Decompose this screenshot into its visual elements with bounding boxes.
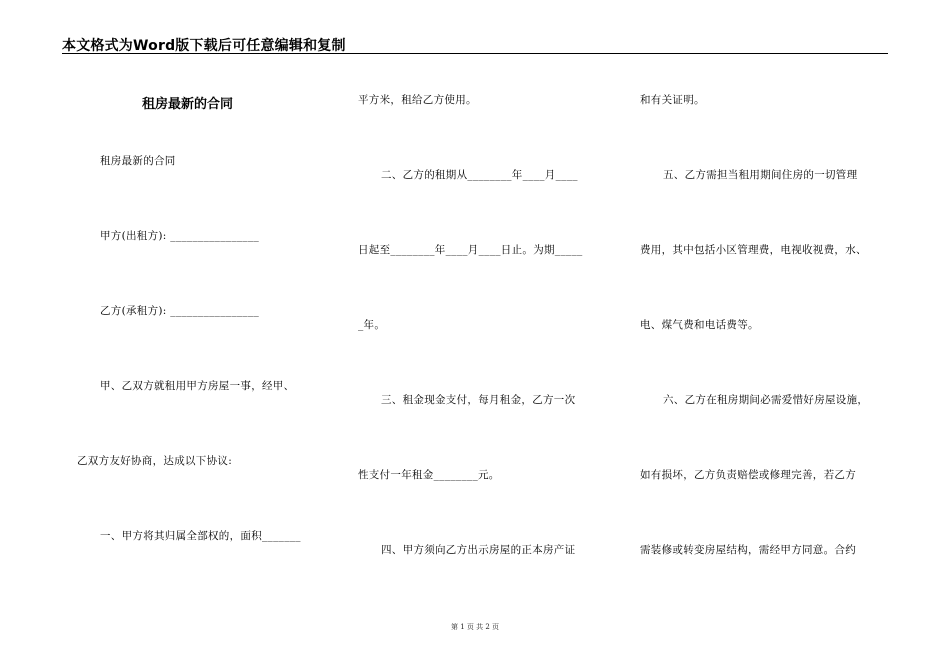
paragraph-line: 一、甲方将其归属全部权的，面积_______ bbox=[100, 530, 301, 542]
paragraph-line: 二、乙方的租期从________年____月____ bbox=[381, 169, 578, 181]
paragraph-line: 三、租金现金支付，每月租金，乙方一次 bbox=[381, 394, 576, 406]
paragraph-line: 如有损坏，乙方负责赔偿或修理完善，若乙方 bbox=[640, 469, 856, 481]
paragraph-line: _年。 bbox=[358, 319, 386, 331]
document-header: 本文格式为Word版下载后可任意编辑和复制 bbox=[62, 38, 346, 54]
paragraph-line: 日起至________年____月____日止。为期_____ bbox=[358, 244, 583, 256]
header-divider bbox=[62, 53, 888, 54]
paragraph-line: 乙双方友好协商，达成以下协议: bbox=[77, 455, 233, 467]
paragraph-line: 四、甲方须向乙方出示房屋的正本房产证 bbox=[381, 544, 576, 556]
paragraph-line: 五、乙方需担当租用期间住房的一切管理 bbox=[663, 169, 858, 181]
paragraph-line: 费用，其中包括小区管理费，电视收视费，水、 bbox=[640, 244, 867, 256]
paragraph-line: 租房最新的合同 bbox=[100, 155, 176, 167]
paragraph-line: 性支付一年租金________元。 bbox=[358, 469, 500, 481]
paragraph-line: 和有关证明。 bbox=[640, 94, 705, 106]
paragraph-line: 乙方(承租方): ________________ bbox=[100, 305, 260, 317]
paragraph-line: 平方米，租给乙方使用。 bbox=[358, 94, 477, 106]
paragraph-line: 甲方(出租方): ________________ bbox=[100, 230, 260, 242]
paragraph-line: 需装修或转变房屋结构，需经甲方同意。合约 bbox=[640, 544, 856, 556]
document-title: 租房最新的合同 bbox=[142, 97, 234, 112]
paragraph-line: 甲、乙双方就租用甲方房屋一事，经甲、 bbox=[100, 380, 295, 392]
paragraph-line: 六、乙方在租房期间必需爱惜好房屋设施， bbox=[663, 394, 869, 406]
paragraph-line: 电、煤气费和电话费等。 bbox=[640, 319, 759, 331]
page-number: 第 1 页 共 2 页 bbox=[450, 623, 500, 631]
